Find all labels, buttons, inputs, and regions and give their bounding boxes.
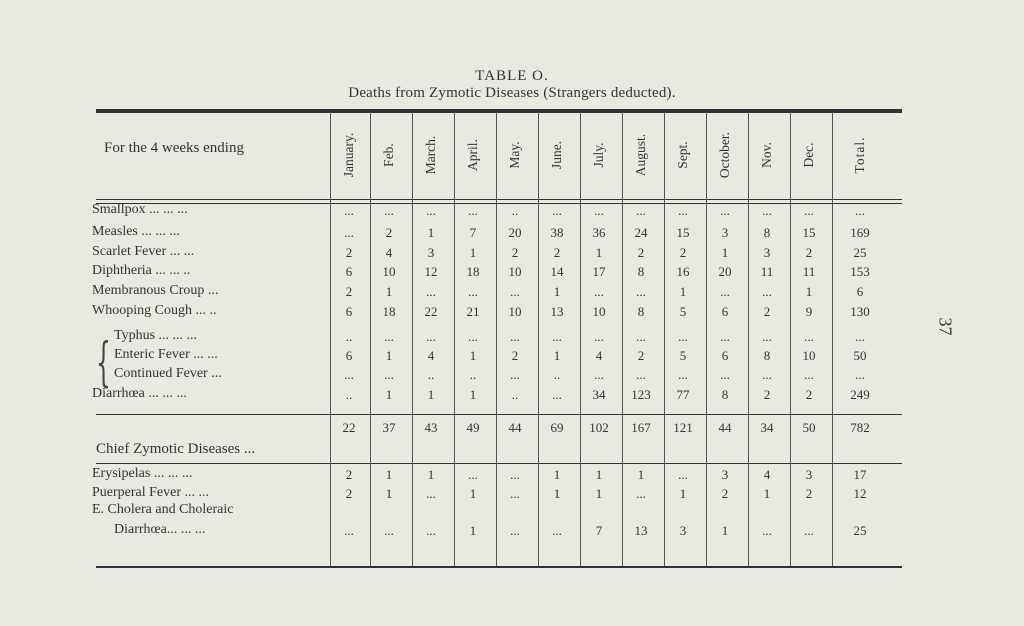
table-cell: ... — [468, 203, 478, 218]
column-header — [370, 116, 408, 194]
page-number: 37 — [935, 317, 956, 336]
table-cell: ... — [594, 367, 604, 382]
table-cell: 14 — [550, 264, 564, 279]
table-cell: ... — [384, 203, 394, 218]
column-header-label: March. — [423, 135, 438, 175]
column-header-label: May. — [507, 141, 522, 169]
column-header-label: January. — [341, 132, 356, 178]
table-cell: 21 — [466, 304, 480, 319]
table-cell: 4 — [385, 245, 393, 260]
table-subtitle: Deaths from Zymotic Diseases (Strangers deducted). — [348, 85, 676, 101]
table-cell: 1 — [385, 387, 393, 402]
table-cell: ... — [720, 284, 730, 299]
table-cell: 11 — [802, 264, 816, 279]
table-cell: 25 — [853, 523, 867, 538]
rule-line — [96, 463, 902, 464]
table-cell: 1 — [721, 523, 729, 538]
table-cell: ... — [510, 486, 520, 501]
table-cell: 24 — [634, 225, 648, 240]
column-header — [538, 116, 576, 194]
table-cell: 1 — [721, 245, 729, 260]
total-cell: 34 — [760, 420, 774, 435]
column-divider — [832, 112, 833, 566]
table-cell: 6 — [345, 348, 353, 363]
table-cell: ... — [636, 486, 646, 501]
table-cell: 15 — [802, 225, 816, 240]
column-header-label: April. — [465, 139, 480, 171]
table-cell: 153 — [850, 264, 870, 279]
table-cell: 2 — [345, 486, 353, 501]
table-cell: 3 — [805, 467, 813, 482]
total-cell: 43 — [424, 420, 438, 435]
table-cell: ... — [344, 367, 354, 382]
column-header — [330, 116, 368, 194]
table-cell: ... — [468, 467, 478, 482]
table-cell: ... — [344, 203, 354, 218]
table-cell: 10 — [508, 264, 522, 279]
rule-line — [96, 199, 902, 200]
table-cell: 5 — [679, 304, 687, 319]
table-cell: 18 — [466, 264, 480, 279]
table-cell: 249 — [850, 387, 870, 402]
table-cell: 3 — [427, 245, 435, 260]
total-cell: 50 — [802, 420, 816, 435]
table-cell: 22 — [424, 304, 438, 319]
table-cell: 12 — [424, 264, 438, 279]
column-header — [748, 116, 786, 194]
table-cell: 2 — [805, 387, 813, 402]
table-cell: ... — [855, 367, 865, 382]
table-cell: 6 — [721, 304, 729, 319]
table-cell: ... — [720, 203, 730, 218]
table-cell: 2 — [385, 225, 393, 240]
bracket-fevers: { — [96, 333, 111, 393]
row-label: Continued Fever ... — [114, 366, 222, 381]
row-label: Chief Zymotic Diseases ... — [96, 441, 256, 457]
table-cell: ... — [468, 329, 478, 344]
table-cell: 1 — [469, 245, 477, 260]
table-cell: 9 — [805, 304, 813, 319]
table-cell: ... — [426, 284, 436, 299]
total-cell: 22 — [342, 420, 356, 435]
table-cell: ... — [804, 329, 814, 344]
table-cell: ... — [344, 523, 354, 538]
table-cell: ... — [510, 467, 520, 482]
table-cell: 2 — [345, 467, 353, 482]
table-cell: 1 — [385, 348, 393, 363]
table-cell: ... — [426, 523, 436, 538]
table-cell: 12 — [853, 486, 867, 501]
table-cell: 1 — [553, 284, 561, 299]
table-cell: ... — [552, 329, 562, 344]
table-cell: .. — [511, 387, 519, 402]
table-cell: ... — [552, 203, 562, 218]
table-cell: 6 — [856, 284, 864, 299]
table-cell: 34 — [592, 387, 606, 402]
column-header — [664, 116, 702, 194]
table-cell: 10 — [382, 264, 396, 279]
row-label: Diarrhœa ... ... ... — [92, 386, 187, 401]
table-cell: 13 — [634, 523, 648, 538]
rule-line — [96, 112, 902, 113]
row-label: Diphtheria ... ... .. — [92, 263, 191, 278]
table-cell: 2 — [763, 387, 771, 402]
row-label: Diarrhœa... ... ... — [114, 522, 206, 537]
table-cell: 36 — [592, 225, 606, 240]
column-header — [622, 116, 660, 194]
table-cell: .. — [427, 367, 435, 382]
column-header-label: Sept. — [675, 141, 690, 169]
column-header-label: October. — [717, 131, 732, 179]
table-cell: ... — [426, 203, 436, 218]
table-cell: ... — [804, 367, 814, 382]
table-cell: ... — [678, 367, 688, 382]
table-cell: ... — [510, 329, 520, 344]
table-cell: 1 — [595, 467, 603, 482]
table-cell: 17 — [592, 264, 606, 279]
table-cell: 1 — [427, 225, 435, 240]
table-cell: ... — [636, 284, 646, 299]
row-label: Membranous Croup ... — [92, 283, 219, 298]
table-cell: 2 — [345, 245, 353, 260]
table-cell: ... — [384, 329, 394, 344]
table-cell: 2 — [721, 486, 729, 501]
table-cell: ... — [762, 367, 772, 382]
table-cell: 2 — [679, 245, 687, 260]
table-cell: ... — [678, 203, 688, 218]
table-cell: 8 — [763, 348, 771, 363]
column-header-label: Dec. — [801, 142, 816, 168]
column-header — [706, 116, 744, 194]
table-cell: 20 — [508, 225, 522, 240]
table-cell: ... — [855, 329, 865, 344]
table-cell: ... — [636, 329, 646, 344]
column-header — [454, 116, 492, 194]
table-cell: ... — [594, 284, 604, 299]
table-cell: 8 — [637, 304, 645, 319]
table-cell: ... — [552, 387, 562, 402]
table-cell: 17 — [853, 467, 867, 482]
table-cell: 123 — [631, 387, 651, 402]
total-cell: 167 — [631, 420, 651, 435]
total-cell: 44 — [508, 420, 522, 435]
column-header — [580, 116, 618, 194]
table-cell: 38 — [550, 225, 564, 240]
column-header-label: Nov. — [759, 142, 774, 168]
table-cell: 1 — [385, 486, 393, 501]
row-label: Puerperal Fever ... ... — [92, 485, 210, 500]
row-label: Erysipelas ... ... ... — [92, 466, 193, 481]
row-label: Measles ... ... ... — [92, 224, 180, 239]
column-header — [496, 116, 534, 194]
table-cell: 7 — [469, 225, 477, 240]
table-cell: ... — [762, 284, 772, 299]
table-cell: 6 — [345, 304, 353, 319]
table-cell: ... — [468, 284, 478, 299]
table-cell: 1 — [427, 387, 435, 402]
column-header-label: June. — [549, 140, 564, 170]
table-cell: 1 — [805, 284, 813, 299]
table-cell: ... — [855, 203, 865, 218]
table-cell: 1 — [595, 245, 603, 260]
table-cell: 8 — [721, 387, 729, 402]
column-header-label: Total. — [852, 136, 867, 174]
column-header — [790, 116, 828, 194]
table-cell: ... — [804, 523, 814, 538]
table-cell: 25 — [853, 245, 867, 260]
table-cell: 13 — [550, 304, 564, 319]
table-cell: 2 — [763, 304, 771, 319]
column-header — [841, 116, 879, 194]
table-cell: 3 — [763, 245, 771, 260]
table-cell: 1 — [553, 348, 561, 363]
table-cell: 2 — [637, 348, 645, 363]
table-cell: ... — [636, 203, 646, 218]
table-cell: ... — [384, 367, 394, 382]
table-cell: ... — [678, 329, 688, 344]
table-cell: 4 — [763, 467, 771, 482]
table-cell: 2 — [511, 245, 519, 260]
total-cell: 102 — [589, 420, 609, 435]
table-cell: ... — [636, 367, 646, 382]
column-header — [412, 116, 450, 194]
table-cell: 8 — [763, 225, 771, 240]
table-cell: 11 — [760, 264, 774, 279]
table-cell: 1 — [385, 467, 393, 482]
table-cell: 1 — [763, 486, 771, 501]
table-cell: 130 — [850, 304, 870, 319]
table-cell: ... — [594, 203, 604, 218]
table-cell: .. — [469, 367, 477, 382]
table-cell: 2 — [805, 486, 813, 501]
table-cell: .. — [345, 329, 353, 344]
table-cell: 1 — [679, 284, 687, 299]
table-cell: 1 — [469, 523, 477, 538]
total-cell: 121 — [673, 420, 693, 435]
row-label: Scarlet Fever ... ... — [92, 244, 195, 259]
table-cell: 6 — [345, 264, 353, 279]
table-cell: ... — [344, 225, 354, 240]
table-cell: 16 — [676, 264, 690, 279]
rule-line — [96, 566, 902, 568]
table-cell: ... — [804, 203, 814, 218]
table-cell: 1 — [679, 486, 687, 501]
table-cell: 6 — [721, 348, 729, 363]
row-label: Whooping Cough ... .. — [92, 303, 217, 318]
table-cell: 2 — [637, 245, 645, 260]
table-cell: ... — [594, 329, 604, 344]
table-cell: 2 — [805, 245, 813, 260]
table-cell: ... — [762, 329, 772, 344]
table-cell: 7 — [595, 523, 603, 538]
table-title: TABLE O. — [475, 68, 549, 84]
table-cell: ... — [720, 367, 730, 382]
table-cell: ... — [762, 523, 772, 538]
table-cell: 1 — [469, 348, 477, 363]
table-cell: 10 — [802, 348, 816, 363]
table-cell: 1 — [553, 486, 561, 501]
column-header-label: July. — [591, 142, 606, 168]
table-cell: 1 — [385, 284, 393, 299]
table-cell: 50 — [853, 348, 867, 363]
total-cell: 49 — [466, 420, 480, 435]
table-cell: ... — [510, 284, 520, 299]
table-cell: 20 — [718, 264, 732, 279]
table-cell: 8 — [637, 264, 645, 279]
total-cell: 37 — [382, 420, 396, 435]
table-cell: 3 — [679, 523, 687, 538]
table-cell: 3 — [721, 225, 729, 240]
table-cell: .. — [345, 387, 353, 402]
table-cell: ... — [720, 329, 730, 344]
table-cell: ... — [426, 486, 436, 501]
table-cell: 1 — [637, 467, 645, 482]
table-cell: 2 — [511, 348, 519, 363]
table-cell: 2 — [553, 245, 561, 260]
table-cell: 1 — [553, 467, 561, 482]
table-cell: 15 — [676, 225, 690, 240]
table-cell: ... — [552, 523, 562, 538]
table-cell: 1 — [469, 486, 477, 501]
row-header: For the 4 weeks ending — [104, 140, 244, 156]
table-cell: 4 — [427, 348, 435, 363]
rule-line — [96, 414, 902, 415]
table-cell: 1 — [469, 387, 477, 402]
table-cell: .. — [553, 367, 561, 382]
row-label: Typhus ... ... ... — [114, 328, 198, 343]
row-label: Smallpox ... ... ... — [92, 202, 188, 217]
table-cell: 2 — [345, 284, 353, 299]
table-cell: 3 — [721, 467, 729, 482]
total-cell: 44 — [718, 420, 732, 435]
table-cell: ... — [384, 523, 394, 538]
table-cell: ... — [426, 329, 436, 344]
table-cell: ... — [678, 467, 688, 482]
column-header-label: Feb. — [381, 143, 396, 167]
table-cell: 4 — [595, 348, 603, 363]
table-cell: ... — [510, 523, 520, 538]
table-cell: 169 — [850, 225, 870, 240]
table-cell: 1 — [427, 467, 435, 482]
total-cell: 69 — [550, 420, 564, 435]
table-cell: ... — [510, 367, 520, 382]
table-cell: 10 — [508, 304, 522, 319]
column-header-label: August. — [633, 133, 648, 177]
table-cell: 77 — [676, 387, 690, 402]
table-cell: 1 — [595, 486, 603, 501]
table-cell: 18 — [382, 304, 396, 319]
table-cell: 10 — [592, 304, 606, 319]
total-cell: 782 — [850, 420, 870, 435]
table-cell: 5 — [679, 348, 687, 363]
table-cell: .. — [511, 203, 519, 218]
table-cell: ... — [762, 203, 772, 218]
row-label: Enteric Fever ... ... — [114, 347, 218, 362]
row-label: E. Cholera and Choleraic — [92, 502, 234, 517]
